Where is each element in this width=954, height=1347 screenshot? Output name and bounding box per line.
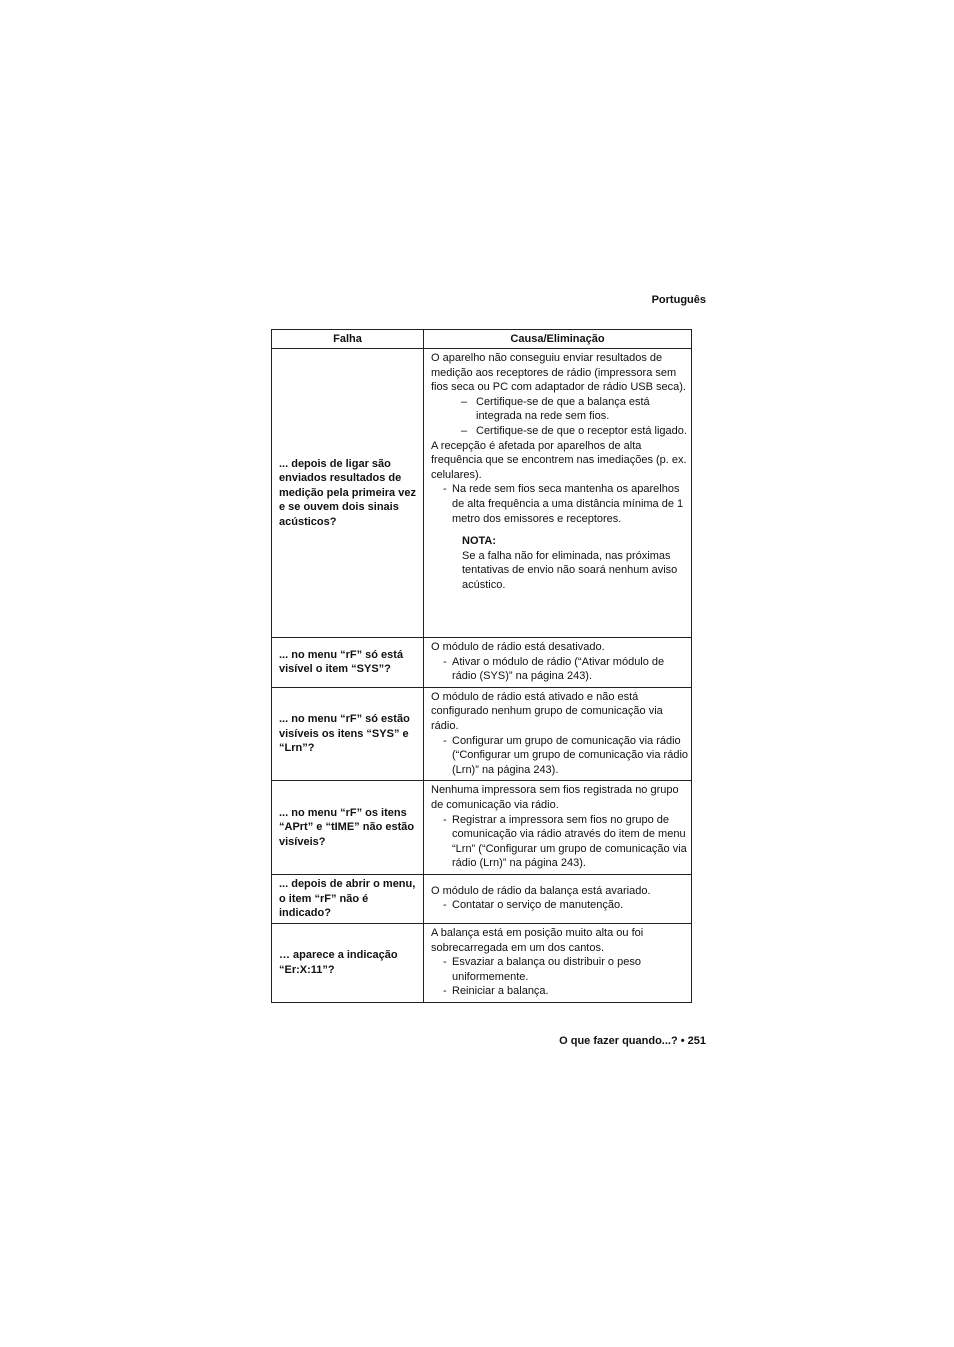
- troubleshooting-table: [271, 329, 692, 1003]
- remedy-list: [431, 898, 689, 913]
- note-box: [462, 534, 689, 592]
- fault-cell: ... depois de ligar são enviados resultados de medição pela primeira vez e se ouvem dois sinais acústicos?: [272, 349, 424, 638]
- fault-cell: ... no menu “rF” só estão visíveis os itens “SYS” e “Lrn”?: [272, 687, 424, 781]
- cause-intro: O módulo de rádio da balança está avariado.: [431, 884, 651, 897]
- table-row: [272, 349, 692, 638]
- note-text: Se a falha não for eliminada, nas próximas tentativas de envio não soará nenhum aviso acústico.: [462, 549, 678, 591]
- dash-list: [431, 395, 689, 439]
- list-item: - Na rede sem fios seca mantenha os aparelhos de alta frequência a uma distância mínima de 1 metro dos emissores e receptores.: [443, 483, 684, 525]
- list-item: - Reiniciar a balança.: [443, 985, 549, 998]
- column-header-cause: Causa/Eliminação: [424, 330, 692, 349]
- cause-cell: [424, 923, 692, 1002]
- fault-cell: … aparece a indicação “Er:X:11”?: [272, 923, 424, 1002]
- cause-cell: [424, 638, 692, 688]
- fault-cell: ... no menu “rF” os itens “APrt” e “tIME” não estão visíveis?: [272, 781, 424, 875]
- list-item: – Certifique-se de que a balança está integrada na rede sem fios.: [461, 395, 650, 423]
- table-row: [272, 638, 692, 688]
- cause-intro: Nenhuma impressora sem fios registrada no grupo de comunicação via rádio.: [431, 784, 679, 811]
- cause-cell: [424, 687, 692, 781]
- cause-cell: [424, 781, 692, 875]
- cause-intro: O módulo de rádio está desativado.: [431, 641, 605, 653]
- remedy-list: [431, 655, 689, 684]
- table-row: [272, 781, 692, 875]
- cause-cell: [424, 874, 692, 923]
- cause-intro: O módulo de rádio está ativado e não está configurado nenhum grupo de comunicação via rádio.: [431, 690, 663, 732]
- remedy-list: [431, 955, 689, 999]
- list-item: - Contatar o serviço de manutenção.: [443, 899, 624, 912]
- list-item: - Registrar a impressora sem fios no grupo de comunicação via rádio através do item de menu “Lrn” (“Configurar um grupo de comunicação via rádio (Lrn)” na página 243).: [443, 813, 687, 870]
- cause-intro: O aparelho não conseguiu enviar resultados de medição aos receptores de rádio (impressora sem fios seca ou PC com adaptador de rádio USB seca).: [431, 352, 686, 394]
- column-header-fault: Falha: [272, 330, 424, 349]
- fault-cell: ... no menu “rF” só está visível o item “SYS”?: [272, 638, 424, 688]
- list-item: - Configurar um grupo de comunicação via rádio (“Configurar um grupo de comunicação via rádio (Lrn)” na página 243).: [443, 734, 689, 776]
- cause-cell: [424, 349, 692, 638]
- table-row: [272, 687, 692, 781]
- page-language-header: Português: [651, 294, 706, 306]
- fault-cell: ... depois de abrir o menu, o item “rF” não é indicado?: [272, 874, 424, 923]
- note-title: NOTA:: [462, 535, 497, 548]
- cause-intro-secondary: A recepção é afetada por aparelhos de alta frequência que se encontrem nas imediações (p. ex. celulares).: [431, 439, 687, 481]
- remedy-list: [431, 482, 689, 526]
- list-item: – Certifique-se de que o receptor está ligado.: [461, 424, 687, 437]
- list-item: - Esvaziar a balança ou distribuir o peso uniformemente.: [443, 956, 641, 983]
- table-row: [272, 923, 692, 1002]
- cause-intro: A balança está em posição muito alta ou foi sobrecarregada em um dos cantos.: [431, 926, 644, 954]
- table-header-row: [272, 330, 692, 349]
- table-row: [272, 874, 692, 923]
- remedy-list: [431, 734, 689, 778]
- list-item: - Ativar o módulo de rádio (“Ativar módulo de rádio (SYS)” na página 243).: [443, 655, 665, 683]
- remedy-list: [431, 813, 689, 871]
- page-footer: O que fazer quando...? • 251: [559, 1035, 706, 1047]
